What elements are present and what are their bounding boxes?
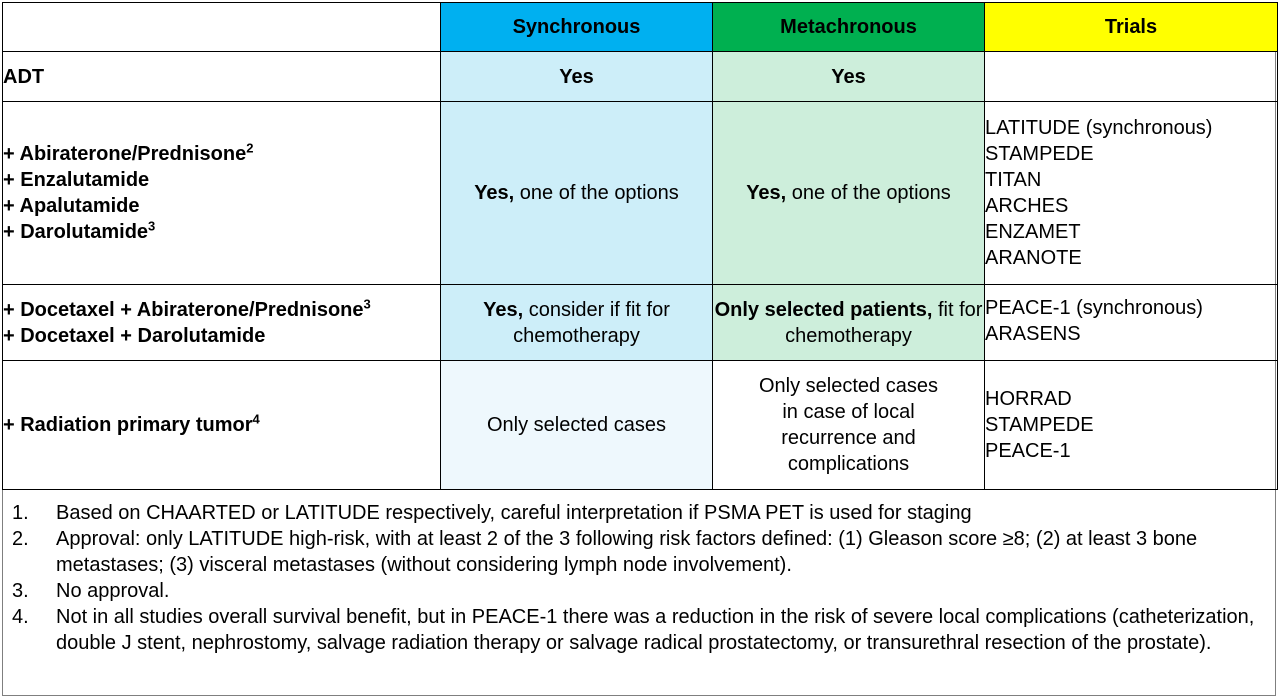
trial-name: STAMPEDE [985, 143, 1094, 165]
sync-cell [441, 361, 713, 490]
footnote-item [12, 578, 1262, 604]
trial-name: ENZAMET [985, 221, 1081, 243]
trial-name: STAMPEDE [985, 414, 1094, 436]
header-metachronous: Metachronous [713, 3, 985, 52]
header-empty-cell [3, 3, 441, 52]
footnote-ref: 3 [363, 295, 371, 311]
footnote-text: Approval: only LATITUDE high-risk, with at least 2 of the 3 following risk factors defined: (1) Gleason score ≥8; (2) at least 3 bone metastases; (3) visceral metastases (without considering lymph node involvement). [56, 528, 1198, 576]
footnote-ref: 3 [148, 218, 156, 234]
meta-cell-bold: Yes [831, 65, 866, 88]
meta-cell [713, 285, 985, 361]
trial-name: PEACE-1 [985, 440, 1071, 462]
header-row [3, 3, 1278, 52]
row-label-line: + Abiraterone/Prednisone [3, 143, 247, 165]
footnote-item [12, 526, 1262, 578]
footnote-item [12, 500, 1262, 526]
trial-name: ARCHES [985, 195, 1069, 217]
footnote-number: 4. [12, 606, 29, 628]
sync-cell-bold: Yes, [474, 182, 515, 204]
trial-name: ARANOTE [985, 247, 1082, 269]
meta-cell-text: one of the options [786, 182, 951, 204]
sync-cell-bold: Yes [559, 65, 594, 88]
row-label [3, 102, 441, 285]
row-label-line: + Enzalutamide [3, 169, 150, 191]
row-label [3, 285, 441, 361]
trials-cell [985, 52, 1278, 102]
treatment-table [2, 2, 1278, 490]
sync-cell [441, 52, 713, 102]
table-row-arpi [3, 102, 1278, 285]
footnote-number: 3. [12, 580, 29, 602]
row-label-line: + Docetaxel + Darolutamide [3, 324, 266, 347]
row-label-line: ADT [3, 65, 45, 88]
footnote-text: Not in all studies overall survival benefit, but in PEACE-1 there was a reduction in the risk of severe local complications (catheterization, double J stent, nephrostomy, salvage radiation therapy or salvage radical prostatectomy, or transurethral resection of the prostate). [56, 606, 1255, 654]
sync-cell [441, 285, 713, 361]
row-label-line: + Radiation primary tumor [3, 414, 253, 436]
header-trials: Trials [985, 3, 1278, 52]
row-label-line: + Darolutamide [3, 221, 149, 243]
trials-cell [985, 102, 1278, 285]
sync-cell-text: Only selected cases [487, 414, 666, 436]
footnotes [12, 500, 1262, 656]
footnote-text: Based on CHAARTED or LATITUDE respectively, careful interpretation if PSMA PET is used for staging [56, 502, 972, 524]
meta-cell [713, 361, 985, 490]
trial-name: HORRAD [985, 388, 1072, 410]
footnote-item [12, 604, 1262, 656]
trial-name: PEACE-1 (synchronous) [985, 297, 1203, 319]
footnote-ref: 4 [252, 411, 260, 427]
header-synchronous: Synchronous [441, 3, 713, 52]
trials-cell [985, 361, 1278, 490]
footnote-number: 1. [12, 502, 29, 524]
table-row-docetaxel [3, 285, 1278, 361]
row-label-line: + Apalutamide [3, 195, 140, 217]
sync-cell [441, 102, 713, 285]
footnote-ref: 2 [246, 140, 254, 156]
meta-cell [713, 52, 985, 102]
meta-cell [713, 102, 985, 285]
sync-cell-text: one of the options [514, 182, 679, 204]
sync-cell-bold: Yes, [483, 298, 524, 321]
footnote-text: No approval. [56, 580, 170, 602]
meta-cell-text: Only selected cases in case of local recurrence and complications [759, 375, 938, 475]
table-row-radiation [3, 361, 1278, 490]
trial-name: ARASENS [985, 323, 1081, 345]
row-label-line: + Docetaxel + Abiraterone/Prednisone [3, 298, 364, 321]
table-row-adt [3, 52, 1278, 102]
trial-name: LATITUDE (synchronous) [985, 117, 1213, 139]
row-label [3, 361, 441, 490]
footnote-number: 2. [12, 528, 29, 550]
meta-cell-bold: Only selected patients, [714, 298, 933, 321]
trials-cell [985, 285, 1278, 361]
trial-name: TITAN [985, 169, 1042, 191]
row-label [3, 52, 441, 102]
meta-cell-text: fit for chemotherapy [785, 298, 983, 347]
sync-cell-text: consider if fit for chemotherapy [513, 298, 670, 347]
meta-cell-bold: Yes, [746, 182, 787, 204]
